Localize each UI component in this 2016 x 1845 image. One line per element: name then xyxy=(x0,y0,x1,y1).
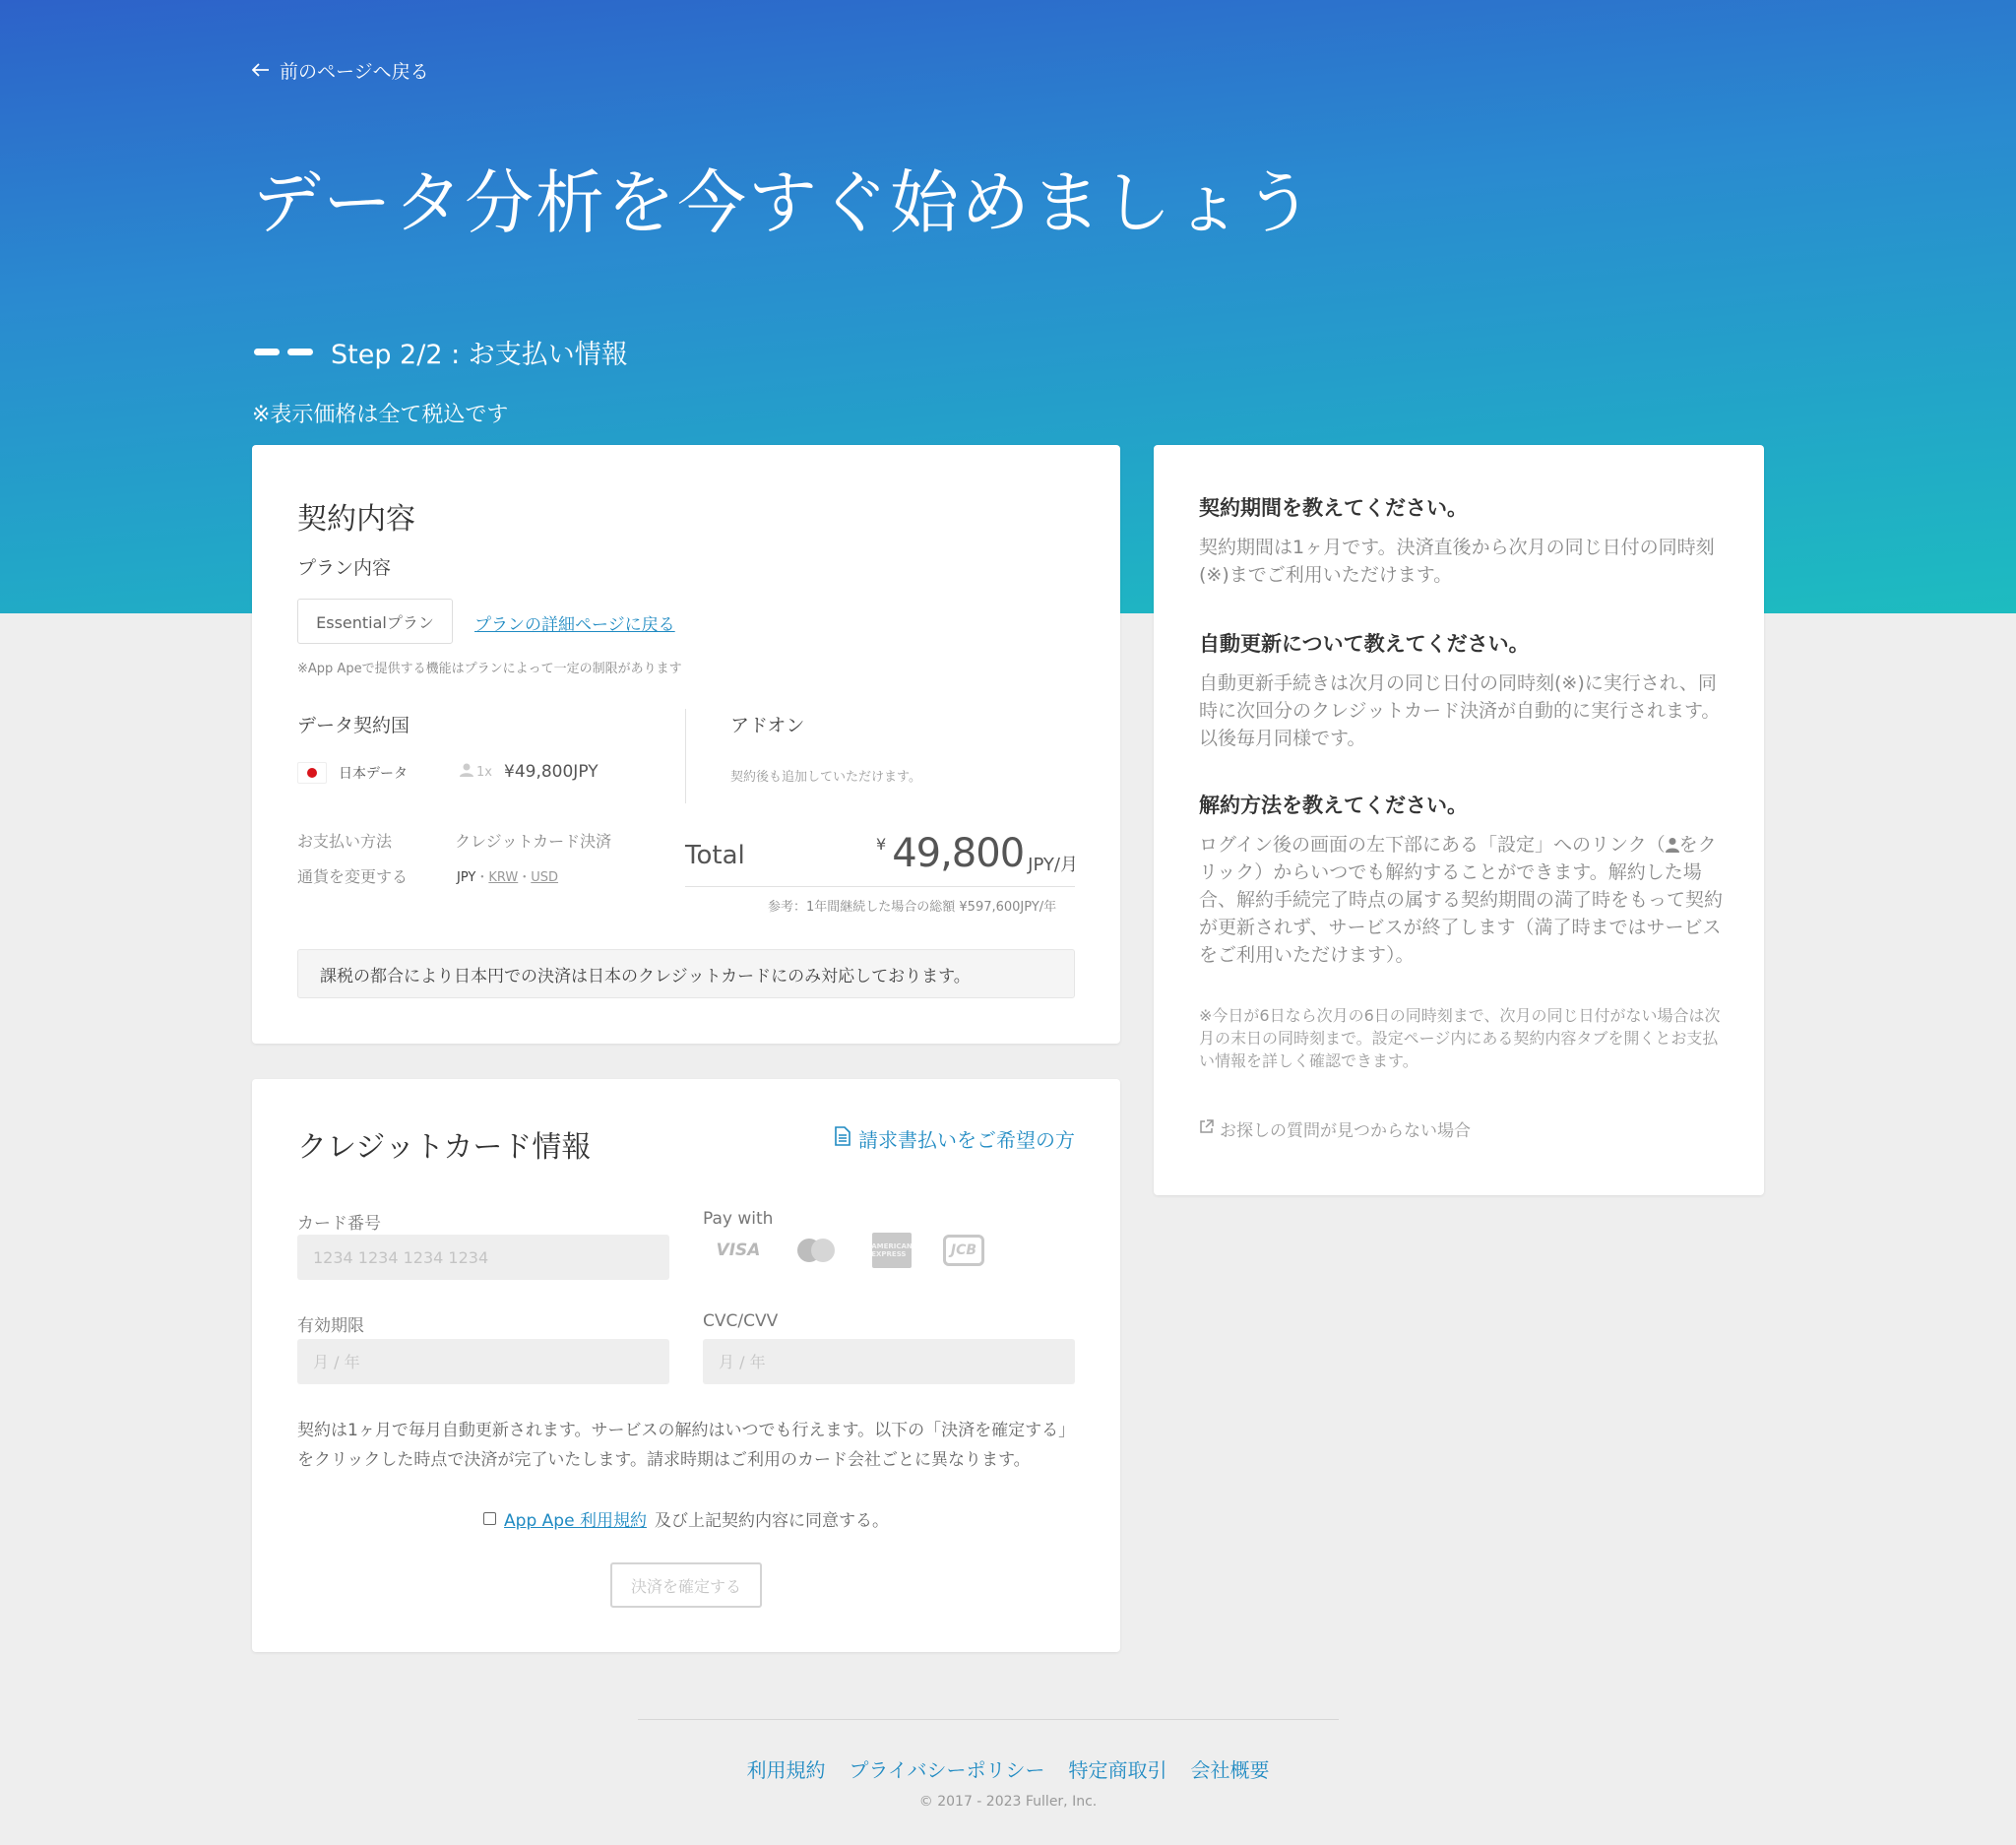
total-label: Total xyxy=(685,841,745,870)
faq-answer-cancel xyxy=(1199,831,1731,969)
terms-text: 契約は1ヶ月で毎月自動更新されます。サービスの解約はいつでも行えます。以下の「決済を確定する」をクリックした時点で決済が完了いたします。請求時期はご利用のカード会社ごとに異なります。 xyxy=(297,1421,1067,1470)
invoice-payment-link[interactable] xyxy=(835,1124,1075,1153)
addon-label: アドオン xyxy=(730,715,805,736)
currency-usd-link[interactable]: USD xyxy=(531,870,559,885)
footer-link-terms[interactable]: 利用規約 xyxy=(746,1758,826,1782)
faq-question-cancel: 解約方法を教えてください。 xyxy=(1199,794,1468,817)
agree-suffix: 及び上記契約内容に同意する。 xyxy=(654,1511,889,1531)
step-progress-icon xyxy=(254,349,313,355)
pay-with-label: Pay with xyxy=(703,1209,774,1229)
credit-card-section xyxy=(252,1079,1120,1652)
jcb-icon: JCB xyxy=(943,1235,984,1266)
external-link-icon xyxy=(1199,1119,1214,1139)
cvc-label: CVC/CVV xyxy=(703,1311,779,1331)
seat-indicator xyxy=(459,762,492,782)
seat-count: 1x xyxy=(476,764,492,780)
plan-detail-link[interactable]: プランの詳細ページに戻る xyxy=(474,615,675,635)
currency-krw-link[interactable]: KRW xyxy=(488,870,519,885)
annual-note: 参考：1年間継続した場合の総額 ¥597,600JPY/年 xyxy=(768,900,1057,915)
step-indicator xyxy=(254,333,628,371)
expiry-label: 有効期限 xyxy=(297,1316,364,1336)
faq-not-found-label: お探しの質問が見つからない場合 xyxy=(1220,1121,1471,1141)
agree-row xyxy=(252,1506,1120,1531)
user-icon xyxy=(459,762,474,782)
back-link-label: 前のページへ戻る xyxy=(280,61,429,83)
visa-icon: VISA xyxy=(716,1241,761,1260)
total-unit: JPY/月 xyxy=(1028,855,1078,875)
plan-label: プラン内容 xyxy=(297,557,392,579)
payment-method-value: クレジットカード決済 xyxy=(455,832,612,851)
user-settings-icon xyxy=(1666,834,1679,856)
currency-jpy: JPY xyxy=(457,870,476,885)
contract-heading: 契約内容 xyxy=(297,502,415,537)
faq-answer-renewal: 自動更新手続きは次月の同じ日付の同時刻(※)に実行され、同時に次回分のクレジットカード決済が自動的に実行されます。以後毎月同様です。 xyxy=(1199,672,1721,749)
faq-answer-term: 契約期間は1ヶ月です。決済直後から次月の同じ日付の同時刻(※)までご利用いただけます。 xyxy=(1199,537,1715,586)
footer-link-company[interactable]: 会社概要 xyxy=(1190,1758,1270,1782)
faq-card xyxy=(1154,445,1764,1195)
card-brands xyxy=(715,1233,984,1268)
faq-answer-cancel-post: をクリック）からいつでも解約することができます。解約した場合、解約手続完了時点の属する契約期間の満了時をもって契約が更新されず、サービスが終了します（満了時まではサービスをご利用いただけます）。 xyxy=(1199,834,1724,966)
amex-icon: AMERICAN EXPRESS xyxy=(872,1233,912,1268)
invoice-link-label: 請求書払いをご希望の方 xyxy=(858,1128,1075,1152)
column-divider xyxy=(685,709,686,803)
total-price xyxy=(876,831,1078,876)
card-number-label: カード番号 xyxy=(297,1214,381,1234)
faq-question-renewal: 自動更新について教えてください。 xyxy=(1199,632,1530,656)
total-divider xyxy=(685,886,1075,887)
faq-footnote: ※今日が6日なら次月の6日の同時刻まで、次月の同じ日付がない場合は次月の末日の同時刻まで。設定ページ内にある契約内容タブを開くとお支払い情報を詳しく確認できます。 xyxy=(1199,1006,1721,1070)
card-number-input[interactable] xyxy=(297,1235,669,1280)
document-icon xyxy=(835,1126,850,1151)
country-price: ¥49,800JPY xyxy=(504,762,598,782)
faq-answer-cancel-pre: ログイン後の画面の左下部にある「設定」へのリンク（ xyxy=(1199,834,1666,856)
tax-note: ※表示価格は全て税込です xyxy=(252,403,509,427)
total-amount: 49,800 xyxy=(892,831,1025,876)
copyright: © 2017 - 2023 Fuller, Inc. xyxy=(918,1794,1098,1810)
confirm-payment-button[interactable]: 決済を確定する xyxy=(610,1562,762,1608)
credit-heading: クレジットカード情報 xyxy=(297,1130,592,1165)
currency-label: 通貨を変更する xyxy=(297,867,409,886)
back-link[interactable] xyxy=(252,57,429,84)
terms-link[interactable]: App Ape 利用規約 xyxy=(504,1511,647,1531)
currency-separator: ・ xyxy=(475,870,489,885)
footer-divider xyxy=(638,1719,1339,1720)
faq-question-term: 契約期間を教えてください。 xyxy=(1199,496,1468,520)
footer-link-privacy[interactable]: プライバシーポリシー xyxy=(849,1758,1045,1782)
mastercard-icon xyxy=(793,1234,841,1267)
payment-method-label: お支払い方法 xyxy=(297,832,393,851)
step-label: Step 2/2 : お支払い情報 xyxy=(331,340,628,370)
arrow-left-icon xyxy=(252,60,270,82)
faq-not-found-link[interactable] xyxy=(1199,1116,1471,1141)
page-title: データ分析を今すぐ始めましょう xyxy=(252,162,1315,243)
expiry-input[interactable] xyxy=(297,1339,669,1384)
japan-flag-icon xyxy=(297,762,327,784)
country-label: データ契約国 xyxy=(297,715,410,736)
currency-switcher xyxy=(457,866,558,885)
footer-nav xyxy=(0,1754,2016,1783)
contract-card xyxy=(252,445,1120,1044)
footer-link-commerce[interactable]: 特定商取引 xyxy=(1068,1758,1167,1782)
currency-separator: ・ xyxy=(518,870,532,885)
currency-notice: 課税の都合により日本円での決済は日本のクレジットカードにのみ対応しております。 xyxy=(297,949,1075,998)
addon-note: 契約後も追加していただけます。 xyxy=(730,770,921,785)
cvc-input[interactable] xyxy=(703,1339,1075,1384)
country-name: 日本データ xyxy=(339,766,408,782)
plan-note: ※App Apeで提供する機能はプランによって一定の制限があります xyxy=(297,662,682,676)
total-symbol: ¥ xyxy=(876,835,887,854)
agree-checkbox[interactable] xyxy=(483,1512,496,1525)
plan-name-box: Essentialプラン xyxy=(297,599,453,644)
